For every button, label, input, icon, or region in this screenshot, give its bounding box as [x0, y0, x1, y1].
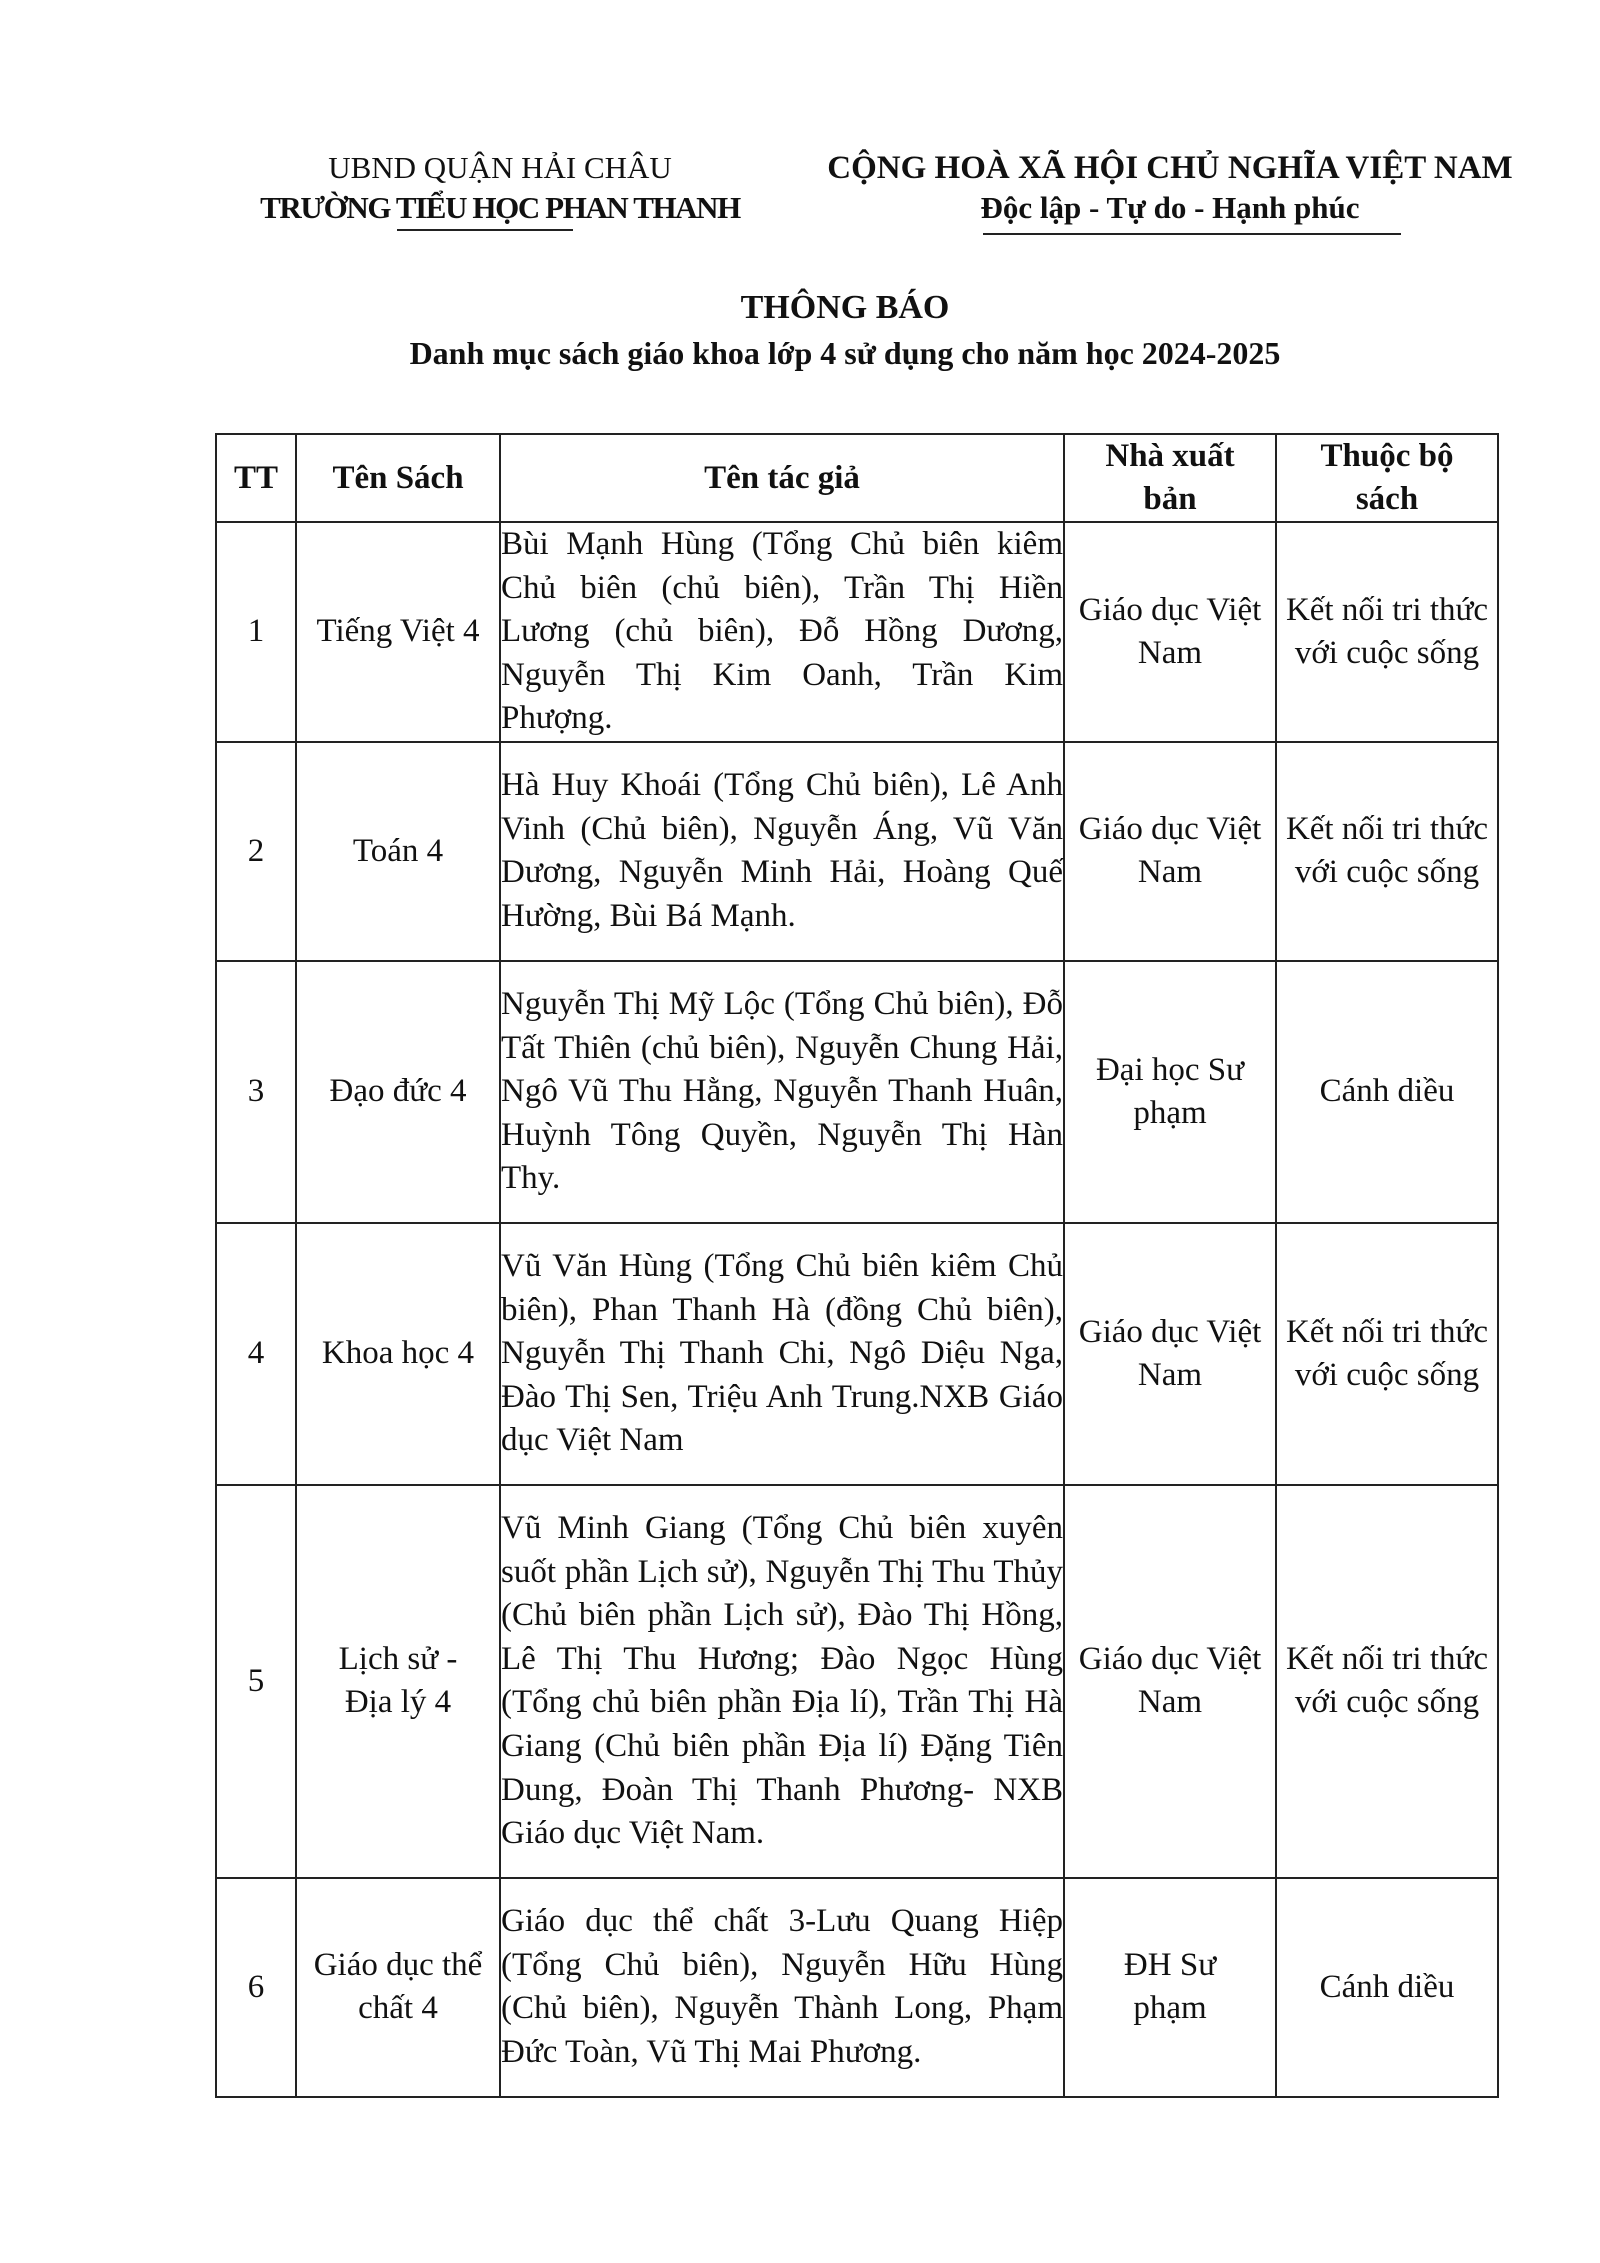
row-no: 4 — [216, 1223, 296, 1485]
row-book: Giáo dục thể chất 4 — [296, 1878, 500, 2097]
table-row — [216, 961, 1498, 1223]
header-publisher: Nhà xuất bản — [1064, 434, 1276, 522]
textbook-table — [215, 433, 1499, 2098]
header-no: TT — [216, 434, 296, 522]
row-authors: Vũ Minh Giang (Tổng Chủ biên xuyên suốt phần Lịch sử), Nguyễn Thị Thu Thủy (Chủ biên phần Lịch sử), Đào Thị Hồng, Lê Thị Thu Hương; Đào Ngọc Hùng (Tổng chủ biên phần Địa lí), Trần Thị Hà Giang (Chủ biên phần Địa lí) Đặng Tiên Dung, Đoàn Thị Thanh Phương- NXB Giáo dục Việt Nam. — [500, 1485, 1064, 1878]
school-name: TRƯỜNG TIỂU HỌC PHAN THANH — [260, 190, 740, 225]
school-underline — [397, 229, 573, 231]
row-authors: Vũ Văn Hùng (Tổng Chủ biên kiêm Chủ biên), Phan Thanh Hà (đồng Chủ biên), Nguyễn Thị Thanh Chi, Ngô Diệu Nga, Đào Thị Sen, Triệu Anh Trung.NXB Giáo dục Việt Nam — [500, 1223, 1064, 1485]
national-motto: Độc lập - Tự do - Hạnh phúc — [980, 190, 1360, 225]
district-name: UBND QUẬN HẢI CHÂU — [328, 150, 672, 185]
row-no: 3 — [216, 961, 296, 1223]
table-row — [216, 1878, 1498, 2097]
row-authors: Nguyễn Thị Mỹ Lộc (Tổng Chủ biên), Đỗ Tất Thiên (chủ biên), Nguyễn Chung Hải, Ngô Vũ Thu Hằng, Nguyễn Thanh Huân, Huỳnh Tông Quyền, Nguyễn Thị Hàn Thy. — [500, 961, 1064, 1223]
table-row — [216, 1485, 1498, 1878]
row-series: Kết nối tri thức với cuộc sống — [1276, 522, 1498, 742]
row-no: 5 — [216, 1485, 296, 1878]
row-book: Khoa học 4 — [296, 1223, 500, 1485]
row-series: Cánh diều — [1276, 1878, 1498, 2097]
row-no: 6 — [216, 1878, 296, 2097]
row-no: 2 — [216, 742, 296, 961]
country-name: CỘNG HOÀ XÃ HỘI CHỦ NGHĨA VIỆT NAM — [827, 150, 1513, 186]
row-book: Lịch sử - Địa lý 4 — [296, 1485, 500, 1878]
header-book: Tên Sách — [296, 434, 500, 522]
national-header — [790, 148, 1550, 228]
row-series: Kết nối tri thức với cuộc sống — [1276, 1485, 1498, 1878]
row-book: Tiếng Việt 4 — [296, 522, 500, 742]
table-row — [216, 522, 1498, 742]
row-book: Toán 4 — [296, 742, 500, 961]
row-no: 1 — [216, 522, 296, 742]
row-series: Kết nối tri thức với cuộc sống — [1276, 742, 1498, 961]
row-publisher: ĐH Sư phạm — [1064, 1878, 1276, 2097]
row-series: Kết nối tri thức với cuộc sống — [1276, 1223, 1498, 1485]
header-series: Thuộc bộ sách — [1276, 434, 1498, 522]
motto-underline — [983, 233, 1401, 235]
row-book: Đạo đức 4 — [296, 961, 500, 1223]
header-authors: Tên tác giả — [500, 434, 1064, 522]
row-publisher: Giáo dục Việt Nam — [1064, 742, 1276, 961]
row-authors: Bùi Mạnh Hùng (Tổng Chủ biên kiêm Chủ biên (chủ biên), Trần Thị Hiền Lương (chủ biên), Đỗ Hồng Dương, Nguyễn Thị Kim Oanh, Trần Kim Phượng. — [500, 522, 1064, 742]
row-publisher: Giáo dục Việt Nam — [1064, 1485, 1276, 1878]
document-subtitle: Danh mục sách giáo khoa lớp 4 sử dụng cho năm học 2024-2025 — [409, 335, 1281, 371]
row-publisher: Giáo dục Việt Nam — [1064, 522, 1276, 742]
document-title: THÔNG BÁO — [740, 289, 950, 326]
school-header — [200, 148, 800, 228]
row-publisher: Đại học Sư phạm — [1064, 961, 1276, 1223]
row-publisher: Giáo dục Việt Nam — [1064, 1223, 1276, 1485]
table-row — [216, 742, 1498, 961]
row-authors: Hà Huy Khoái (Tổng Chủ biên), Lê Anh Vinh (Chủ biên), Nguyễn Áng, Vũ Văn Dương, Nguyễn Minh Hải, Hoàng Quế Hường, Bùi Bá Mạnh. — [500, 742, 1064, 961]
row-authors: Giáo dục thể chất 3-Lưu Quang Hiệp (Tổng Chủ biên), Nguyễn Hữu Hùng (Chủ biên), Nguyễn Thành Long, Phạm Đức Toàn, Vũ Thị Mai Phương. — [500, 1878, 1064, 2097]
table-row — [216, 1223, 1498, 1485]
row-series: Cánh diều — [1276, 961, 1498, 1223]
table-header-row — [216, 434, 1498, 522]
